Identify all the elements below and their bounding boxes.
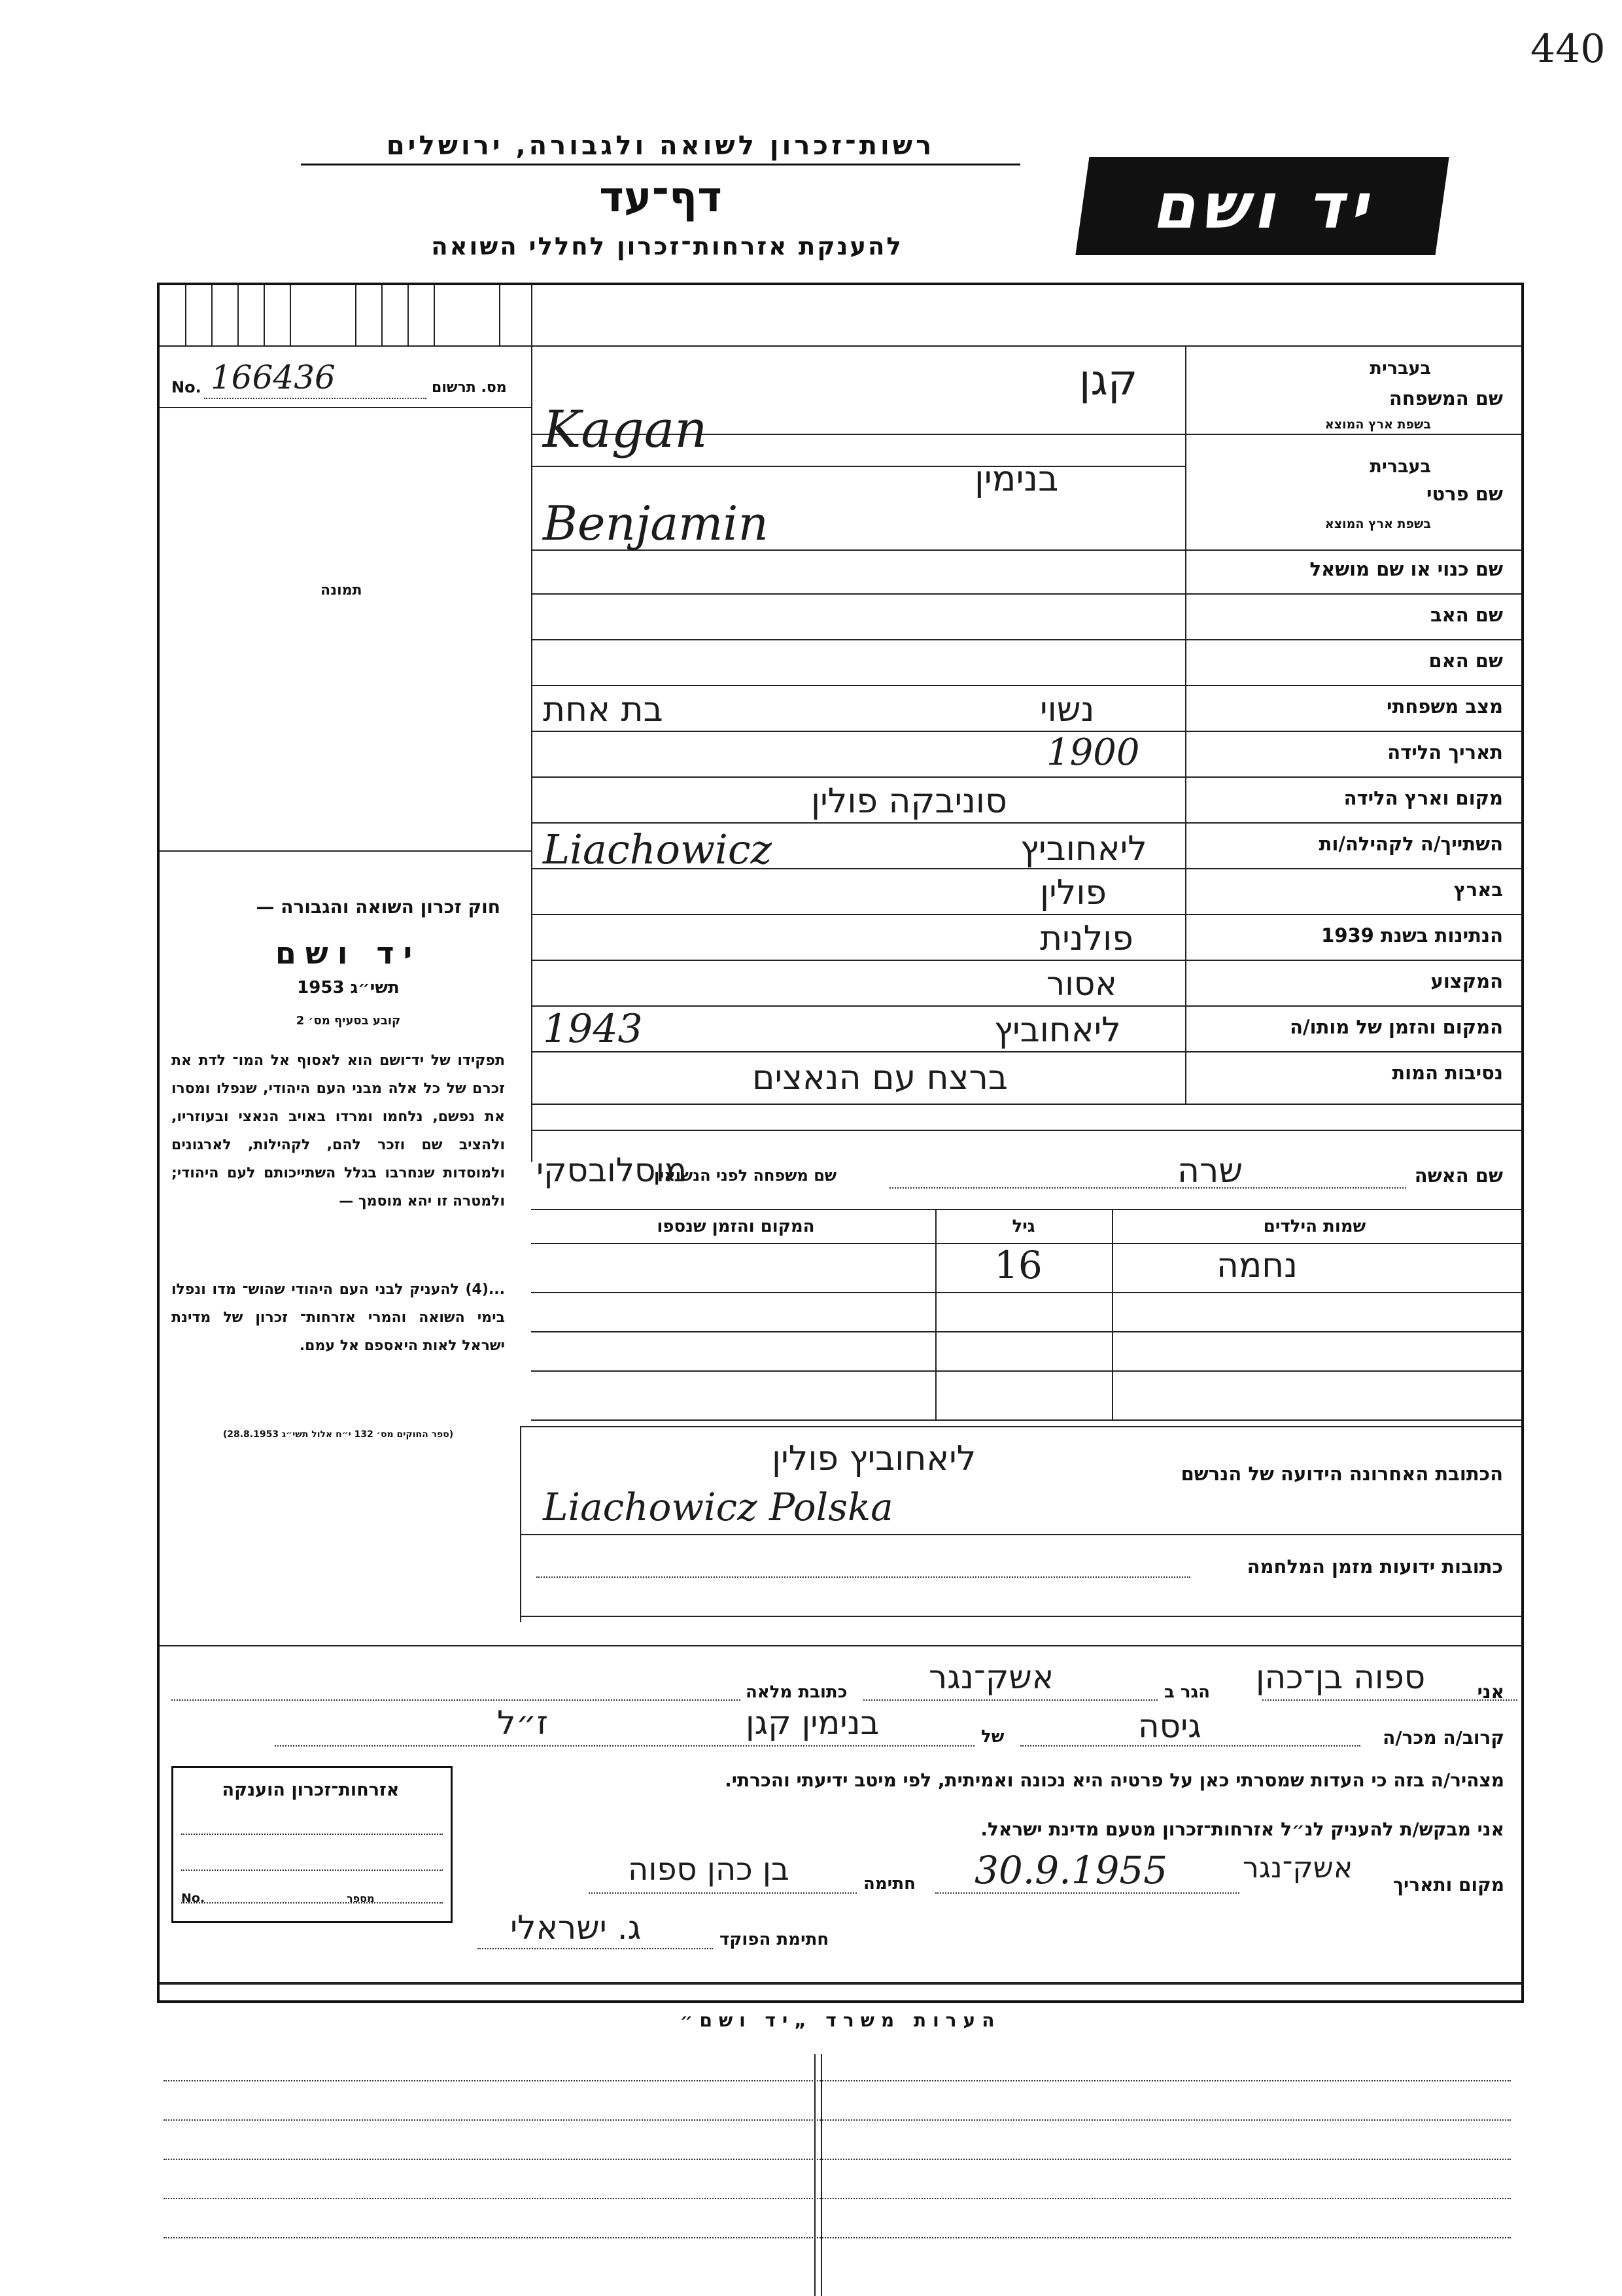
wife-maiden-label: שם משפחה לפני הנשואין [654, 1166, 837, 1185]
last-address-label: הכתובת האחרונה הידועה של הנרשם [1181, 1463, 1503, 1485]
country-label: בארץ [1453, 878, 1503, 901]
of-value: בנימין קגן [746, 1704, 880, 1742]
law-source: (ספר החוקים מס׳ 132 י״ח אלול תשי״ג 28.8.1953) [222, 1429, 454, 1440]
community-latin: Liachowicz [543, 826, 772, 873]
death-place-value: ליאחוביץ [994, 1011, 1121, 1050]
death-circumstances-label: נסיבות המות [1392, 1062, 1503, 1084]
family-name-hebrew: קגן [1079, 357, 1138, 405]
country-value: פולין [1040, 873, 1107, 913]
first-name-label: שם פרטי [1426, 483, 1503, 505]
of-extra: ז״ל [497, 1704, 548, 1742]
father-label: שם האב [1430, 604, 1503, 626]
request: אני מבקש/ת להעניק לנ״ל אזרחות־זכרון מטעם מדינת ישראל. [980, 1818, 1504, 1840]
witness-name: ספוה בן־כהן [1256, 1658, 1426, 1696]
officer-label: חתימת הפוקד [719, 1930, 829, 1949]
family-name-label: שם המשפחה [1389, 387, 1503, 409]
law-name: יד ושם [275, 935, 422, 971]
children-names-header: שמות הילדים [1263, 1217, 1366, 1236]
death-circumstances-value: ברצח עם הנאצים [752, 1058, 1008, 1098]
first-name-hebrew: בנימין [975, 458, 1059, 499]
profession-label: המקצוע [1430, 970, 1503, 992]
last-address-hebrew: ליאחוביץ פולין [772, 1439, 976, 1478]
death-year: 1943 [543, 1006, 643, 1052]
law-year: תשי״ג 1953 [297, 978, 400, 998]
witness-resides-label: הגר ב [1164, 1682, 1211, 1702]
law-title: חוק זכרון השואה והגבורה — [256, 896, 500, 918]
officer-signature: ג. ישראלי [510, 1909, 642, 1947]
form-title: דף־עד [599, 173, 722, 222]
logo-text: יד ושם [1152, 169, 1373, 243]
reg-no-label: No. [171, 378, 201, 396]
citizenship-box-no-label: No. [181, 1891, 205, 1905]
citizenship-box-title: אזרחות־זכרון הוענקה [222, 1780, 400, 1800]
wife-label: שם האשה [1414, 1164, 1503, 1187]
community-label: השתייך/ה לקהילה/ות [1319, 833, 1503, 855]
community-hebrew: ליאחוביץ [1020, 829, 1147, 869]
children-place-header: המקום והזמן שנספו [657, 1217, 815, 1236]
page-number: 440 [1530, 26, 1606, 72]
child-age: 16 [994, 1243, 1043, 1287]
birth-date-value: 1900 [1046, 731, 1140, 774]
date-value: 30.9.1955 [975, 1848, 1168, 1892]
family-hebrew-label: בעברית [1370, 358, 1431, 379]
profession-value: אסור [1046, 965, 1117, 1003]
first-name-origin: Benjamin [543, 496, 768, 551]
of-label: של [981, 1727, 1005, 1747]
signature-value: בן כהן ספוה [628, 1851, 789, 1888]
death-place-label: המקום והזמן של מותו/ה [1290, 1016, 1503, 1038]
relation-label: קרוב/ה מכר/ה [1383, 1727, 1504, 1748]
photo-label: תמונה [320, 582, 362, 599]
birth-date-label: תאריך הלידה [1387, 741, 1503, 763]
marital-extra: בת אחת [543, 690, 663, 729]
registration-number: 166436 [211, 358, 336, 396]
form-subtitle: להענקת אזרחות־זכרון לחללי השואה [431, 232, 903, 260]
wife-value: שרה [1177, 1151, 1243, 1191]
citizenship-1939-value: פולנית [1040, 919, 1133, 958]
birth-place-value: סוניבקה פולין [811, 782, 1007, 821]
law-text-2: ...(4) להעניק לבני העם היהודי שהוש־ מדו ונפלו בימי השואה והמרי אזרחות־ זכרון של מדינת ישראל לאות היאספם אל עמם. [171, 1281, 505, 1354]
declaration: מצהיר/ה בזה כי העדות שמסרתי כאן על פרטיה היא נכונה ואמיתית, לפי מיטב ידיעתי והכרתי. [725, 1769, 1504, 1791]
nickname-label: שם כנוי או שם מושאל [1309, 558, 1503, 580]
children-age-header: גיל [1012, 1217, 1035, 1236]
birth-place-label: מקום וארץ הלידה [1343, 787, 1503, 809]
wartime-address-label: כתובות ידועות מזמן המלחמה [1247, 1556, 1503, 1578]
family-name-origin: Kagan [543, 400, 708, 459]
place-value: אשק־נגר [1243, 1851, 1353, 1885]
place-date-label: מקום ותאריך [1392, 1874, 1504, 1896]
marital-value: נשוי [1040, 690, 1095, 729]
marital-label: מצב משפחתי [1386, 695, 1503, 718]
law-clause: קובע בסעיף מס׳ 2 [296, 1014, 401, 1028]
authority-title: רשות־זכרון לשואה ולגבורה, ירושלים [301, 131, 1020, 165]
first-hebrew-label: בעברית [1370, 457, 1431, 477]
reg-label: מס. תרשום [432, 379, 507, 396]
signature-label: חתימה [863, 1874, 916, 1894]
citizenship-box [171, 1766, 453, 1923]
child-name: נחמה [1216, 1246, 1298, 1285]
last-address-latin: Liachowicz Polska [543, 1485, 893, 1529]
witness-residence: אשק־נגר [929, 1658, 1054, 1696]
wife-maiden-value: מוסלובסקי [536, 1151, 687, 1189]
law-text-1: תפקידו של יד־ושם הוא לאסוף אל המו־ לדת את זכרם של כל אלה מבני העם היהודי, שנפלו ומסרו את נפשם, נלחמו ומרדו באויב הנאצי ובעוזריו, ולהציב שם וזכר להם, לקהילות, לארגונים ולמוסדות שנחרבו בגלל השתייכותם לעם היהודי; ולמטרה זו יהא מוסמך — [171, 1052, 505, 1209]
relation-value: גיסה [1138, 1707, 1201, 1745]
mother-label: שם האם [1428, 650, 1503, 672]
witness-i-label: אני [1477, 1681, 1504, 1703]
office-notes-title: הערות משרד „יד ושם״ [680, 2009, 1001, 2031]
first-origin-label: בשפת ארץ המוצא [1324, 517, 1431, 531]
yad-vashem-logo [1075, 157, 1449, 255]
family-origin-label: בשפת ארץ המוצא [1324, 417, 1431, 432]
witness-address-label: כתובת מלאה [746, 1682, 848, 1702]
citizenship-box-number-label: מספר [347, 1892, 375, 1905]
citizenship-1939-label: הנתינות בשנת 1939 [1321, 924, 1503, 947]
